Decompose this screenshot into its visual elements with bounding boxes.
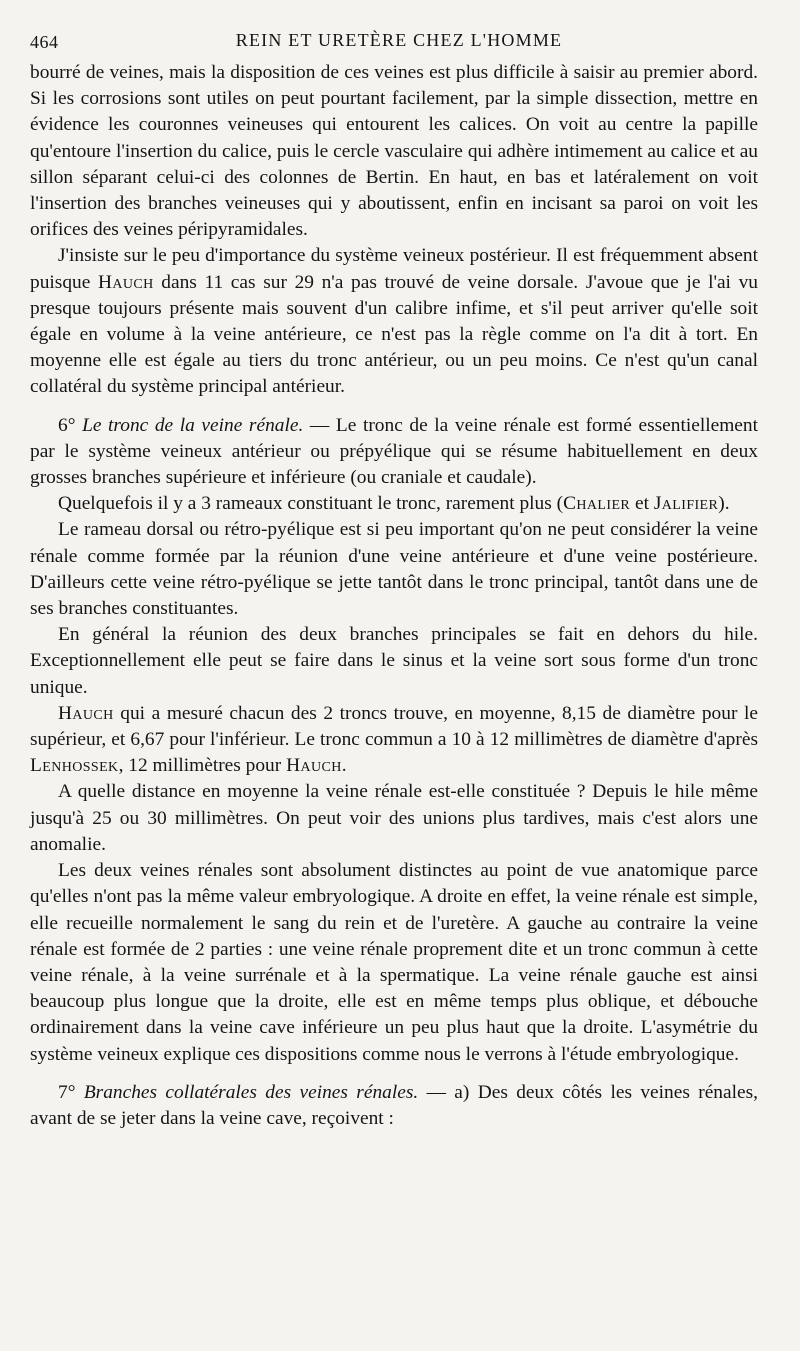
text-run: — a) Des deux côtés les veines rénales, avant de se jeter dans la veine cave, reçoivent :: [30, 1081, 758, 1129]
section-heading: Le tronc de la veine rénale.: [82, 414, 304, 436]
author-name: Hauch: [58, 702, 114, 724]
page-header: [30, 20, 758, 60]
section-number: 7°: [58, 1081, 76, 1103]
paragraph-posterior-system: [30, 243, 758, 400]
text-run: — Le tronc de la veine rénale est formé essentiellement par le système veineux antérieur ou prépyélique qui se résume habituellement en deux grosses branches supérieure et inférieure (ou craniale et caudale).: [30, 414, 758, 489]
text-run: .: [341, 755, 347, 777]
author-name: Lenhossek: [30, 755, 119, 777]
text-run: qui a mesuré chacun des 2 troncs trouve, en moyenne, 8,15 de diamètre pour le supérieur, et 6,67 pour l'inférieur. Le tronc commun a 10 à 12 millimètres de diamètre d'après: [30, 702, 758, 751]
page-number: 464: [30, 32, 59, 52]
paragraph-union-branches: En général la réunion des deux branches principales se fait en dehors du hile. Exceptionnellement elle peut se faire dans le sinus et la veine sort sous forme d'un tronc unique.: [30, 624, 758, 698]
body-text: [30, 60, 758, 1132]
section-heading: Branches collatérales des veines rénales.: [83, 1081, 419, 1103]
running-title: REIN ET URETÈRE CHEZ L'HOMME: [235, 30, 563, 50]
author-name: Chalier: [563, 493, 631, 515]
author-name: Hauch: [97, 271, 154, 293]
paragraph-continued: bourré de veines, mais la disposition de ces veines est plus difficile à saisir au premier abord. Si les corrosions sont utiles on peut pourtant facilement, par la simple dissection, mettre en évidence les couronnes veineuses qui entourent les calices. On voit au centre la papille qu'entoure l'insertion du calice, puis le cercle vasculaire qui adhère intimement au calice et au sillon séparant celui-ci des colonnes de Bertin. En haut, en bas et latéralement on voit l'insertion des branches veineuses qui y aboutissent, enfin en incisant sa paroi on voit les orifices des veines péripyramidales.: [30, 62, 758, 241]
text-run: , 12 millimètres pour: [118, 755, 287, 777]
paragraph-three-rami: [30, 491, 758, 517]
author-name: Hauch: [286, 755, 342, 777]
paragraph-dorsal-ramus: Le rameau dorsal ou rétro-pyélique est si peu important qu'on ne peut considérer la veine rénale comme formée par la réunion d'une veine antérieure et d'une veine postérieure. D'ailleurs cette veine rétro-pyélique se jette tantôt dans le tronc principal, tantôt dans une de ses branches constituantes.: [30, 519, 758, 620]
paragraph-distance: A quelle distance en moyenne la veine rénale est-elle constituée ? Depuis le hile même jusqu'à 25 ou 30 millimètres. On peut voir des unions plus tardives, mais c'est alors une anomalie.: [30, 781, 758, 855]
text-run: et: [630, 493, 654, 515]
section-number: 6°: [58, 414, 76, 436]
paragraph-measurements: [30, 701, 758, 780]
section-7-paragraph: [30, 1080, 758, 1132]
text-run: J'insiste sur le peu d'importance du système veineux postérieur. Il est fréquemment absent puisque: [30, 245, 758, 293]
text-run: Quelquefois il y a 3 rameaux constituant le tronc, rarement plus (: [58, 493, 564, 515]
text-run: ).: [718, 493, 730, 515]
author-name: Jalifier: [653, 493, 719, 515]
paragraph-two-veins: Les deux veines rénales sont absolument distinctes au point de vue anatomique parce qu'elles n'ont pas la même valeur embryologique. A droite en effet, la veine rénale est simple, elle recueille normalement le sang du rein et de l'uretère. A gauche au contraire la veine rénale est formée de 2 parties : une veine rénale proprement dite et un tronc commun à cette veine rénale, à la veine surrénale et à la spermatique. La veine rénale gauche est ainsi beaucoup plus longue que la droite, elle est en même temps plus oblique, et débouche ordinairement dans la veine cave inférieure un peu plus haut que la droite. L'asymétrie du système veineux explique ces dispositions comme nous le verrons à l'étude embryologique.: [30, 860, 758, 1065]
text-run: dans 11 cas sur 29 n'a pas trouvé de veine dorsale. J'avoue que je l'ai vu presque toujours présente mais souvent d'un calibre infime, et s'il peut arriver qu'elle soit égale en volume à la veine antérieure, ce n'est pas la règle comme on l'a dit à tort. En moyenne elle est égale au tiers du tronc antérieur, ou un peu moins. Ce n'est qu'un canal collatéral du système principal antérieur.: [30, 271, 758, 398]
section-6-paragraph: [30, 413, 758, 492]
